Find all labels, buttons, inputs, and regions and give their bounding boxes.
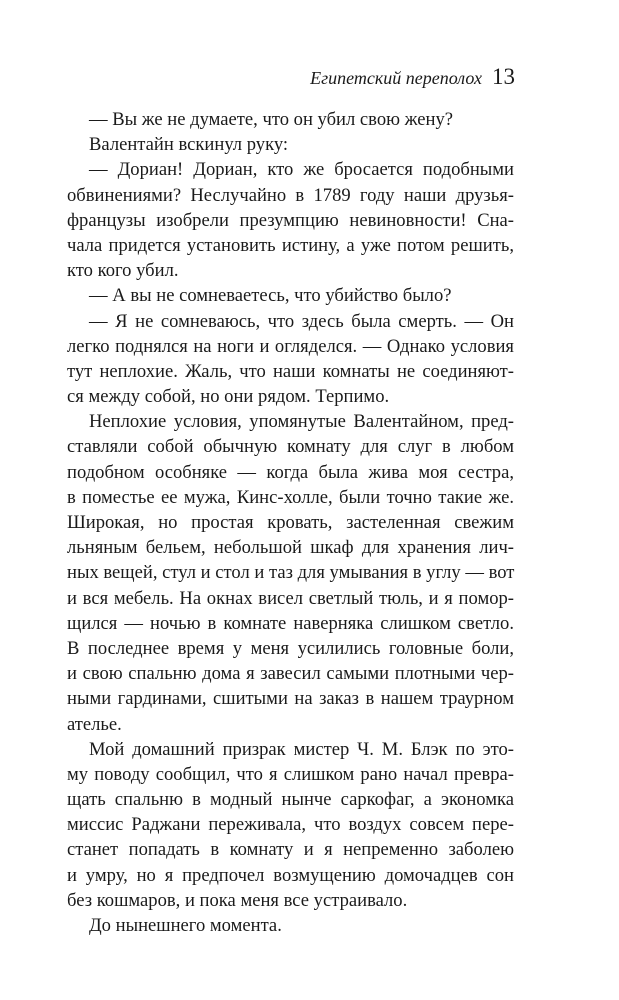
text-line: легко поднялся на ноги и огляделся. — Однако условия xyxy=(67,335,514,357)
text-line: станет попадать в комнату и я непременно заболею xyxy=(67,839,514,861)
text-line: До нынешнего момента. xyxy=(89,915,282,936)
text-line: кто кого убил. xyxy=(67,260,179,282)
text-line: ставляли собой обычную комнату для слуг в любом xyxy=(67,436,514,458)
page-number: 13 xyxy=(492,64,515,89)
text-line: — Дориан! Дориан, кто же бросается подобными xyxy=(89,159,514,181)
text-line: Широкая, но простая кровать, застеленная свежим xyxy=(67,512,514,533)
text-line: Валентайн вскинул руку: xyxy=(89,134,289,156)
text-line: В последнее время у меня усилились головные боли, xyxy=(67,637,514,659)
text-line: щился — ночью в комнате наверняка слишком светло. xyxy=(67,612,514,634)
text-line: и свою спальню дома я завесил самыми плотными чер- xyxy=(67,663,514,685)
text-line: миссис Раджани переживала, что воздух совсем пере- xyxy=(67,814,514,836)
text-line: — А вы не сомневаетесь, что убийство было? xyxy=(89,285,452,307)
body-text xyxy=(67,107,514,938)
text-line: без кошмаров, и пока меня все устраивало. xyxy=(67,889,408,911)
text-line: — Вы же не думаете, что он убил свою жену? xyxy=(89,109,454,130)
text-line: Неплохие условия, упомянутые Валентайном, пред- xyxy=(89,411,514,433)
text-line: Мой домашний призрак мистер Ч. М. Блэк по это- xyxy=(89,738,514,760)
text-line: подобном особняке — когда была жива моя сестра, xyxy=(67,461,514,483)
text-line: тут неплохие. Жаль, что наши комнаты не соединяют- xyxy=(67,360,514,382)
text-line: чала придется установить истину, а уже потом решить, xyxy=(67,234,514,256)
text-line: французы изобрели презумпцию невиновности! Сна- xyxy=(67,209,514,231)
text-line: ателье. xyxy=(67,713,122,735)
text-line: льняным бельем, небольшой шкаф для хранения лич- xyxy=(67,537,514,559)
text-line: ными гардинами, сшитыми на заказ в нашем траурном xyxy=(67,688,514,710)
text-line: — Я не сомневаюсь, что здесь была смерть. — Он xyxy=(89,310,514,332)
text-line: ных вещей, стул и стол и таз для умывания в углу — вот xyxy=(67,562,515,584)
text-line: обвинениями? Неслучайно в 1789 году наши друзья- xyxy=(67,184,514,206)
running-head xyxy=(310,64,515,90)
text-line: му поводу сообщил, что я слишком рано начал превра- xyxy=(67,763,514,785)
text-line: и умру, но я предпочел возмущению домочадцев сон xyxy=(67,864,514,886)
running-title: Египетский переполох xyxy=(310,68,482,88)
text-line: и вся мебель. На окнах висел светлый тюль, и я помор- xyxy=(67,587,514,609)
text-line: ся между собой, но они рядом. Терпимо. xyxy=(67,386,390,408)
text-line: щать спальню в модный нынче саркофаг, а экономка xyxy=(67,789,514,811)
text-line: в поместье ее мужа, Кинс-холле, были точно такие же. xyxy=(67,486,514,508)
